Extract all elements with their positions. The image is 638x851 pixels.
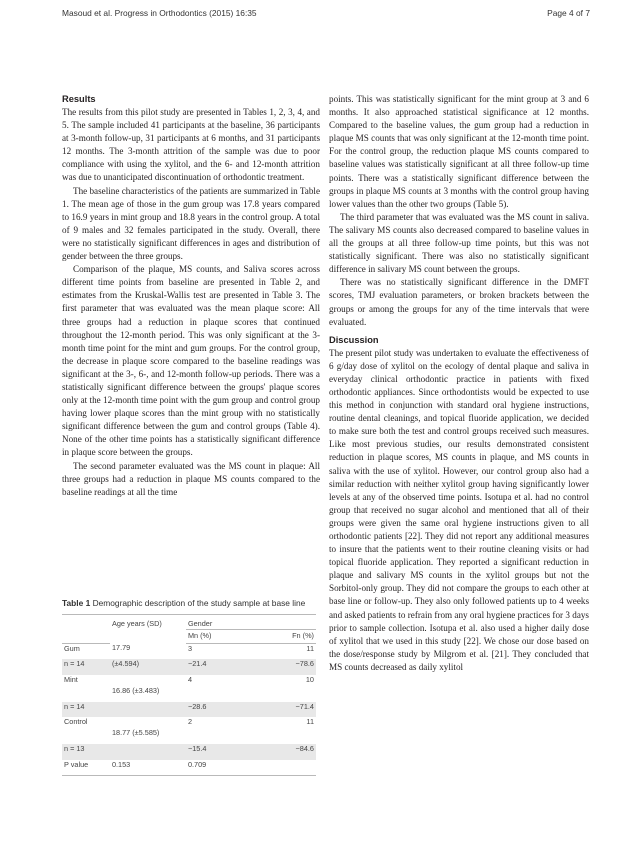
discussion-heading: Discussion xyxy=(329,334,379,345)
table-row xyxy=(62,675,316,702)
table-cell: Gum xyxy=(64,643,80,653)
table-1-caption-text: Demographic description of the study sample at base line xyxy=(92,598,306,608)
results-paragraph-2: The baseline characteristics of the patients are summarized in Table 1. The mean age of those in the gum group was 17.8 years compared to 16.9 years in mint group and 18.8 years in the control group. A total of 9 males and 32 females participated in the study. Overall, there were no statistically significant differences in ages and distribution of gender between the three groups. xyxy=(62,185,320,262)
table-cell: Control xyxy=(64,717,88,726)
table-cell: n = 14 xyxy=(62,702,110,718)
demographics-table xyxy=(62,614,316,777)
table-cell: −28.6 xyxy=(186,702,272,718)
table-header-age: Age years (SD) xyxy=(110,614,186,643)
table-row xyxy=(62,744,316,760)
table-cell: −84.6 xyxy=(272,744,316,760)
table-row xyxy=(62,659,316,675)
table-1 xyxy=(62,598,316,776)
table-row xyxy=(62,760,316,776)
results-paragraph-4: The second parameter evaluated was the MS count in plaque: All three groups had a reduction in plaque MS counts compared to the baseline readings at all the time xyxy=(62,460,320,497)
table-cell: n = 14 xyxy=(62,659,110,675)
running-header-citation: Masoud et al. Progress in Orthodontics (2015) 16:35 xyxy=(62,8,257,18)
table-header-gender: Gender xyxy=(186,614,316,629)
table-cell: 0.709 xyxy=(186,760,272,776)
results-paragraph-1: The results from this pilot study are presented in Tables 1, 2, 3, 4, and 5. The sample included 41 participants at the baseline, 36 participants at 3-month follow-up, 31 participants at 6 months, and 31 participants 12 months. The 3-month attrition of the sample was due to poor compliance with using the xylitol, and the 6- and 12-month attrition was due to unanticipated discontinuation of orthodontic treatment. xyxy=(62,107,320,183)
table-header-mn: Mn (%) xyxy=(186,629,272,643)
table-cell: 3 xyxy=(187,643,193,653)
table-cell: 11 xyxy=(306,643,314,653)
table-cell: 17.79 xyxy=(111,643,131,652)
table-cell xyxy=(110,702,186,718)
table-cell: 4 xyxy=(187,674,193,684)
table-cell: −71.4 xyxy=(272,702,316,718)
table-cell: 11 xyxy=(306,717,314,726)
page-number: Page 4 of 7 xyxy=(547,8,590,18)
results-heading: Results xyxy=(62,94,96,104)
results-paragraph-3: Comparison of the plaque, MS counts, and Saliva scores across different time points from baseline are presented in Table 2, and estimates from the Kruskal-Wallis test are presented in Table 3. The first parameter that was evaluated was the mean plaque score: All three groups had a reduction in plaque scores that continued throughout the 12-month period. This was only significant at the 3-month time point for the mint and gum groups. For the control group, the decrease in plaque score compared to the baseline readings was significant at the 3-, 6-, and 12-month follow-up periods. There was a statistically significant difference between the groups' plaque scores only at the 12-month time point with the gum group and control group having lower plaque scores than the mint group with no statistically significant difference between the gum and control groups (Table 4). None of the other time points has a statistically significant difference in plaque score between the groups. xyxy=(62,264,320,458)
table-cell: 2 xyxy=(187,717,193,726)
table-cell: n = 13 xyxy=(62,744,110,760)
table-cell: 0.153 xyxy=(110,760,186,776)
table-cell: Mint xyxy=(64,674,78,684)
table-1-label: Table 1 xyxy=(62,598,91,608)
results-paragraph-6: The third parameter that was evaluated was the MS count in saliva. The salivary MS counts also decreased compared to baseline values in all the groups at all three follow-up time points, but this was not statistically significant. There was also no statistically significant difference in salivary MS count between the groups. xyxy=(329,211,589,275)
table-row xyxy=(62,702,316,718)
table-header-fn: Fn (%) xyxy=(272,629,316,643)
table-cell: (±4.594) xyxy=(110,659,186,675)
table-cell xyxy=(272,760,316,776)
table-cell: −15.4 xyxy=(186,744,272,760)
table-1-caption xyxy=(62,598,316,610)
table-header-group-2 xyxy=(62,629,110,643)
table-cell: −78.6 xyxy=(272,659,316,675)
table-cell: 16.86 (±3.483) xyxy=(111,685,160,695)
results-paragraph-7: There was no statistically significant difference in the DMFT scores, TMJ evaluation parameters, or broken brackets between the groups or among the groups for any of the time intervals that were evaluated. xyxy=(329,277,589,327)
table-row xyxy=(62,717,316,744)
table-cell xyxy=(110,744,186,760)
table-cell: −21.4 xyxy=(186,659,272,675)
table-cell: P value xyxy=(62,760,110,776)
table-row xyxy=(62,643,316,659)
table-cell: 10 xyxy=(305,674,314,684)
table-cell: 18.77 (±5.585) xyxy=(111,728,160,737)
discussion-paragraph-1: The present pilot study was undertaken to evaluate the effectiveness of 6 g/day dose of xylitol on the ecology of dental plaque and saliva in everyday clinical orthodontic practice in patients with fixed orthodontic appliances. Since orthodontists would be expected to use this method in conjunction with standard oral hygiene instructions, routine dental cleanings, and topical fluoride application, we decided to make sure both the test and control groups received such measures. Like most previous studies, our results demonstrated consistent reduction in plaque scores, MS counts in plaque, and MS counts in saliva with the use of xylitol. However, our control group also had a similar reduction with neither xylitol group having significantly lower levels at any of the observed time points. Isotupa et al. had no control group that received no sugar alcohol and mentioned that all of their groups were given the same oral hygiene instructions given to all orthodontic patients [22]. They did not report any additional measures to insure that the patients went to their routine cleaning visits or had topical fluoride application. They reported a significant reduction in plaque and salivary MS counts in the xylitol groups but not the Sorbitol-only group. They did not compare the groups to each other at base line or follow-up. They also only followed patients up to 4 weeks and asked patients to refrain from any oral hygiene practices for 3 days prior to sample collection. Isotupa et al. also used a higher daily dose of xylitol that we used in this study [22]. We chose our dose based on the dose/response study by Milgrom et al. [21]. They concluded that MS counts decreased as daily xylitol xyxy=(329,347,589,672)
right-column xyxy=(329,93,589,674)
table-header-group xyxy=(62,614,110,629)
left-column xyxy=(62,93,320,499)
results-paragraph-5: points. This was statistically significant for the mint group at 3 and 6 months. It also approached statistical significance at 12 months. Compared to the baseline values, the gum group had a reduction in plaque MS counts that was only significant at the 12-month time point. For the control group, the reduction plaque MS counts compared to baseline values was statistically significant at all three follow-up time points. There was a statistically significant difference between the groups in plaque MS counts at 3 months with the control group having lower values than the other two groups (Table 5). xyxy=(329,94,589,209)
